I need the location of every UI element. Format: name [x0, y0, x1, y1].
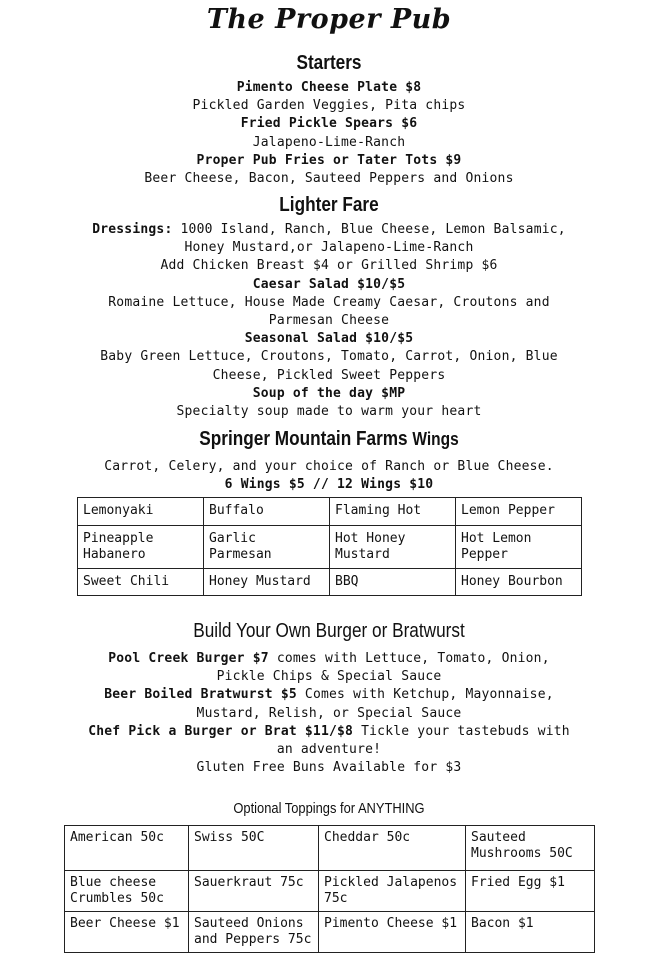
menu-item-description: Romaine Lettuce, House Made Creamy Caesar, Croutons and Parmesan Cheese	[108, 294, 550, 329]
topping-cell: Swiss 50C	[189, 826, 319, 871]
menu-item-name: Seasonal Salad $10/$5	[244, 331, 414, 347]
wing-flavor: Honey Mustard	[204, 569, 330, 596]
wing-flavor: Hot Lemon Pepper	[456, 526, 582, 569]
menu-item-description: Tickle your tastebuds with an adventure!	[276, 723, 570, 758]
topping-cell: Sauteed Mushrooms 50C	[466, 826, 595, 871]
wings-description: Carrot, Celery, and your choice of Ranch or Blue Cheese.	[104, 459, 554, 474]
topping-cell: Bacon $1	[466, 912, 595, 953]
menu-item-name: Pimento Cheese Plate $8	[236, 80, 422, 95]
topping-cell: Sauerkraut 75c	[189, 871, 319, 912]
menu-item-name: Soup of the day $MP	[252, 385, 406, 401]
topping-cell: Beer Cheese $1	[65, 912, 189, 953]
menu-title: The Proper Pub	[206, 4, 452, 35]
toppings-table	[64, 825, 595, 953]
wing-flavor: Pineapple Habanero	[78, 526, 204, 569]
menu-item-name: Beer Boiled Bratwurst $5	[104, 687, 297, 703]
gluten-free-note: Gluten Free Buns Available for $3	[196, 760, 462, 776]
wing-flavors-table	[77, 497, 582, 596]
table-row	[78, 526, 582, 569]
topping-cell: Pickled Jalapenos 75c	[319, 871, 466, 912]
menu-item-name: Chef Pick a Burger or Brat $11/$8	[88, 723, 354, 739]
topping-cell: Cheddar 50c	[319, 826, 466, 871]
menu-item-description: Specialty soup made to warm your heart	[176, 404, 482, 420]
dressings-text: 1000 Island, Ranch, Blue Cheese, Lemon Balsamic, Honey Mustard,or Jalapeno-Lime-Ranch	[180, 222, 566, 256]
table-row	[78, 569, 582, 596]
wing-flavor: Flaming Hot	[330, 498, 456, 526]
topping-cell: Sauteed Onions and Peppers 75c	[189, 912, 319, 953]
burger-item	[86, 650, 572, 686]
starters-section	[60, 79, 598, 188]
table-row	[65, 912, 595, 953]
menu-item-description: Jalapeno-Lime-Ranch	[252, 134, 406, 150]
lighter-fare-section	[74, 221, 584, 421]
menu-item-name: Fried Pickle Spears $6	[240, 116, 418, 132]
menu-item-name: Pool Creek Burger $7	[108, 651, 269, 666]
lighter-fare-heading: Lighter Fare	[279, 194, 379, 216]
dressings-line	[74, 221, 584, 257]
wing-flavor: BBQ	[330, 569, 456, 596]
burgers-section	[86, 650, 572, 777]
wing-flavor: Honey Bourbon	[456, 569, 582, 596]
topping-cell: American 50c	[65, 826, 189, 871]
topping-cell: Fried Egg $1	[466, 871, 595, 912]
dressings-label: Dressings:	[92, 222, 173, 237]
wing-flavor: Lemonyaki	[78, 498, 204, 526]
menu-item-name: Caesar Salad $10/$5	[252, 276, 406, 292]
menu-item-name: Proper Pub Fries or Tater Tots $9	[196, 152, 462, 168]
wing-flavor: Sweet Chili	[78, 569, 204, 596]
addon-line: Add Chicken Breast $4 or Grilled Shrimp $6	[160, 258, 498, 274]
wing-flavor: Buffalo	[204, 498, 330, 526]
burgers-heading: Build Your Own Burger or Bratwurst	[193, 620, 465, 642]
wings-heading	[46, 428, 612, 451]
table-row	[65, 826, 595, 871]
wing-flavor: Hot Honey Mustard	[330, 526, 456, 569]
burger-item	[86, 686, 572, 722]
menu-item-description: Comes with Ketchup, Mayonnaise, Mustard, Relish, or Special Sauce	[196, 687, 554, 721]
wings-pricing: 6 Wings $5 // 12 Wings $10	[224, 477, 434, 493]
table-row	[65, 871, 595, 912]
wing-flavor: Garlic Parmesan	[204, 526, 330, 569]
topping-cell: Pimento Cheese $1	[319, 912, 466, 953]
menu-item-description: Pickled Garden Veggies, Pita chips	[192, 98, 466, 114]
toppings-heading: Optional Toppings for ANYTHING	[233, 800, 425, 817]
wings-heading-tail: Wings	[412, 429, 459, 449]
starters-heading: Starters	[296, 52, 362, 74]
wings-section	[60, 458, 598, 494]
wing-flavor: Lemon Pepper	[456, 498, 582, 526]
topping-cell: Blue cheese Crumbles 50c	[65, 871, 189, 912]
menu-item-description: comes with Lettuce, Tomato, Onion, Pickle Chips & Special Sauce	[216, 651, 550, 685]
menu-item-description: Beer Cheese, Bacon, Sauteed Peppers and Onions	[144, 171, 514, 187]
wings-heading-main: Springer Mountain Farms	[199, 428, 408, 450]
table-row	[78, 498, 582, 526]
menu-item-description: Baby Green Lettuce, Croutons, Tomato, Carrot, Onion, Blue Cheese, Pickled Sweet Peppers	[100, 349, 558, 383]
burger-item	[86, 723, 572, 759]
